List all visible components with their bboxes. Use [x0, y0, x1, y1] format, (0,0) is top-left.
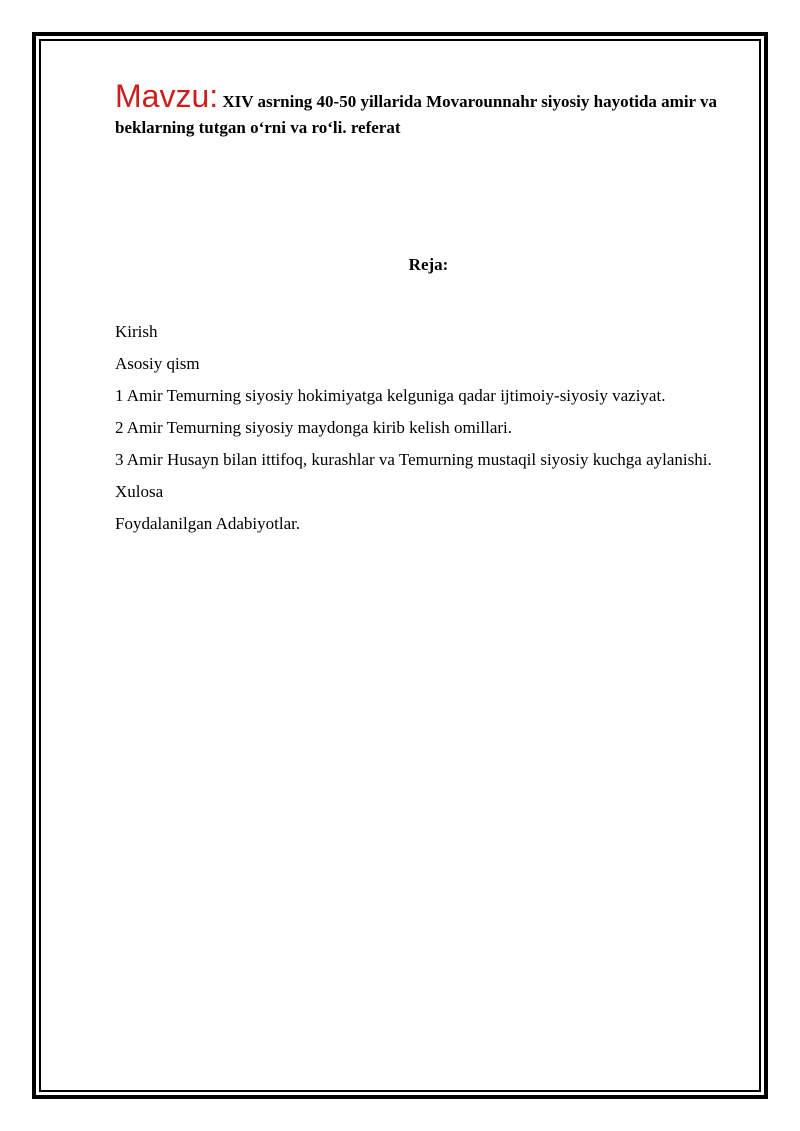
plan-item-1: 1 Amir Temurning siyosiy hokimiyatga kelguniga qadar ijtimoiy-siyosiy vaziyat. — [115, 386, 666, 405]
document-body — [115, 78, 742, 533]
topic-text: XIV asrning 40-50 yillarida Movarounnahr siyosiy hayotida amir va beklarning tutgan o‘rni va ro‘li. referat — [115, 92, 718, 137]
page-border-inner — [39, 39, 761, 1092]
plan-item-conclusion: Xulosa — [115, 482, 164, 501]
plan-heading: Reja: — [408, 255, 449, 274]
plan-item-2: 2 Amir Temurning siyosiy maydonga kirib kelish omillari. — [115, 418, 513, 437]
plan-item-intro: Kirish — [115, 322, 158, 341]
plan-item-3: 3 Amir Husayn bilan ittifoq, kurashlar va Temurning mustaqil siyosiy kuchga aylanishi. — [115, 450, 712, 469]
plan-list — [115, 316, 742, 540]
plan-item-references: Foydalanilgan Adabiyotlar. — [115, 514, 301, 533]
topic-prefix: Mavzu: — [115, 78, 219, 114]
plan-item-main: Asosiy qism — [115, 354, 200, 373]
topic-title — [115, 80, 742, 141]
